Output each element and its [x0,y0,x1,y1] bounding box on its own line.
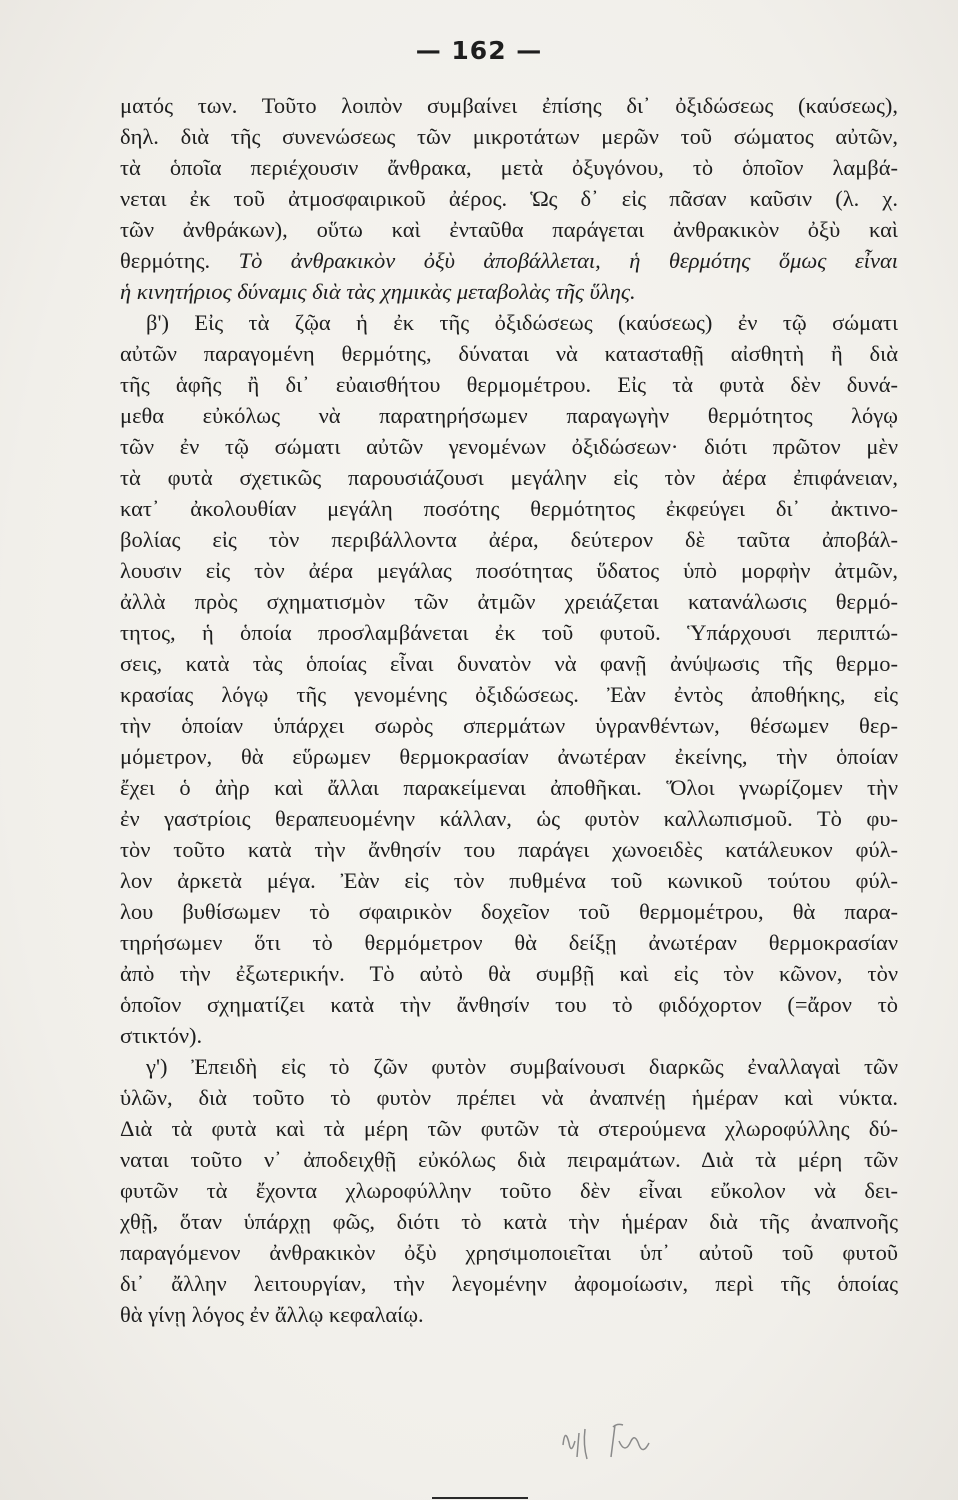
text-line: τὰ φυτὰ σχετικῶς παρουσιάζουσι μεγάλην εἰς τὸν ἀέρα ἐπιφάνειαν, [120,465,898,490]
paragraph-1 [120,90,898,307]
text-line: αὐτῶν παραγομένη θερμότης, δύναται νὰ κατασταθῇ αἰσθητὴ ἢ διὰ [120,341,898,366]
text-line: ἔχει ὁ ἀὴρ καὶ ἄλλαι παρακείμεναι ἀποθῆκαι. Ὅλοι γνωρίζομεν τὴν [120,775,898,800]
text-line: τητος, ἡ ὁποία προσλαμβάνεται ἐκ τοῦ φυτοῦ. Ὑπάρχουσι περιπτώ- [120,620,898,645]
text-line: στικτόν). [120,1023,203,1048]
text-line: κρασίας λόγῳ τῆς γενομένης ὀξιδώσεως. Ἐὰν ἐντὸς ἀποθήκης, εἰς [120,682,898,707]
text-line: δηλ. διὰ τῆς συνενώσεως τῶν μικροτάτων μερῶν τοῦ σώματος αὐτῶν, [120,124,898,149]
text-line: θὰ γίνῃ λόγος ἐν ἄλλῳ κεφαλαίῳ. [120,1302,424,1327]
body-text [120,90,898,1330]
page-bottom-rule [432,1497,528,1499]
text-line: ἀπὸ τὴν ἐξωτερικήν. Τὸ αὐτὸ θὰ συμβῇ καὶ εἰς τὸν κῶνον, τὸν [120,961,898,986]
text-line: ἀλλὰ πρὸς σχηματισμὸν τῶν ἀτμῶν χρειάζεται κατανάλωσις θερμό- [120,589,898,614]
text-line: φυτῶν τὰ ἔχοντα χλωροφύλλην τοῦτο δὲν εἶναι εὔκολον νὰ δει- [120,1178,898,1203]
text-line: τὰ ὁποῖα περιέχουσιν ἄνθρακα, μετὰ ὀξυγόνου, τὸ ὁποῖον λαμβά- [120,155,898,180]
text-line: παραγόμενον ἀνθρακικὸν ὀξὺ χρησιμοποιεῖται ὑπ᾽ αὐτοῦ τοῦ φυτοῦ [120,1240,898,1265]
italic-line: ἡ κινητήριος δύναμις διὰ τὰς χημικὰς μεταβολὰς τῆς ὕλης. [120,279,636,304]
text-line: τὴν ὁποίαν ὑπάρχει σωρὸς σπερμάτων ὑγρανθέντων, θέσωμεν θερ- [120,713,898,738]
paragraph-2 [120,307,898,1051]
text-line: τῶν ἐν τῷ σώματι αὐτῶν γενομένων ὀξιδώσεων· διότι πρῶτον μὲν [120,434,898,459]
text-line: λουσιν εἰς τὸν ἀέρα μεγάλας ποσότητας ὕδατος ὑπὸ μορφὴν ἀτμῶν, [120,558,898,583]
text-line: ὁποῖον σχηματίζει κατὰ τὴν ἄνθησίν του τὸ φιδόχορτον (=ἄρον τὸ [120,992,898,1017]
text-line: τηρήσωμεν ὅτι τὸ θερμόμετρον θὰ δείξῃ ἀνωτέραν θερμοκρασίαν [120,930,898,955]
text-line: ὑλῶν, διὰ τοῦτο τὸ φυτὸν πρέπει νὰ ἀναπνέῃ ἡμέραν καὶ νύκτα. [120,1085,898,1110]
text-line: βολίας εἰς τὸν περιβάλλοντα ἀέρα, δεύτερον δὲ ταῦτα ἀποβάλ- [120,527,898,552]
text-line: Διὰ τὰ φυτὰ καὶ τὰ μέρη τῶν φυτῶν τὰ στερούμενα χλωροφύλλης δύ- [120,1116,898,1141]
text-line: τῶν ἀνθράκων), οὕτω καὶ ἐνταῦθα παράγεται ἀνθρακικὸν ὀξὺ καὶ [120,217,898,242]
italic-sentence: Τὸ ἀνθρακικὸν ὀξὺ ἀποβάλλεται, ἡ θερμότης ὅμως εἶναι [238,248,898,273]
text-line: δι᾽ ἄλλην λειτουργίαν, τὴν λεγομένην ἀφομοίωσιν, περὶ τῆς ὁποίας [120,1271,898,1296]
page-header [0,36,958,65]
text-line: τῆς ἁφῆς ἢ δι᾽ εὐαισθήτου θερμομέτρου. Εἰς τὰ φυτὰ δὲν δυνά- [120,372,898,397]
text-line: ναται τοῦτο ν᾽ ἀποδειχθῇ εὐκόλως διὰ πειραμάτων. Διὰ τὰ μέρη τῶν [120,1147,898,1172]
text-line: λου βυθίσωμεν τὸ σφαιρικὸν δοχεῖον τοῦ θερμομέτρου, θὰ παρα- [120,899,898,924]
text-line: ματός των. Τοῦτο λοιπὸν συμβαίνει ἐπίσης δι᾽ ὀξιδώσεως (καύσεως), [120,93,898,118]
text-line: μόμετρον, θὰ εὕρωμεν θερμοκρασίαν ἀνωτέραν ἐκείνης, τὴν ὁποίαν [120,744,898,769]
text-line: νεται ἐκ τοῦ ἀτμοσφαιρικοῦ ἀέρος. Ὡς δ᾽ εἰς πᾶσαν καῦσιν (λ. χ. [120,186,898,211]
text-fragment: θερμότης. [120,248,211,273]
text-line: λον ἀρκετὰ μέγα. Ἐὰν εἰς τὸν πυθμένα τοῦ κωνικοῦ τούτου φύλ- [120,868,898,893]
text-line: χθῇ, ὅταν ὑπάρχῃ φῶς, διότι τὸ κατὰ τὴν ἡμέραν διὰ τῆς ἀναπνοῆς [120,1209,898,1234]
text-line: τὸν τοῦτο κατὰ τὴν ἄνθησίν του παράγει χωνοειδὲς κατάλευκον φύλ- [120,837,898,862]
text-line: ἐν γαστρίοις θεραπευομένην κάλλαν, ὡς φυτὸν καλλωπισμοῦ. Τὸ φυ- [120,806,898,831]
handwritten-signature [555,1415,665,1470]
page-number: — 162 — [415,36,543,65]
text-line-mixed [120,245,898,276]
text-line: κατ᾽ ἀκολουθίαν μεγάλη ποσότης θερμότητος ἐκφεύγει δι᾽ ἀκτινο- [120,496,898,521]
text-line: γ') Ἐπειδὴ εἰς τὸ ζῶν φυτὸν συμβαίνουσι διαρκῶς ἐναλλαγαὶ τῶν [146,1054,898,1079]
paragraph-3 [120,1051,898,1330]
text-line: β') Εἰς τὰ ζῷα ἡ ἐκ τῆς ὀξιδώσεως (καύσεως) ἐν τῷ σώματι [146,310,898,335]
text-line: μεθα εὐκόλως νὰ παρατηρήσωμεν παραγωγὴν θερμότητος λόγῳ [120,403,898,428]
text-line: σεις, κατὰ τὰς ὁποίας εἶναι δυνατὸν νὰ φανῇ ἀνύψωσις τῆς θερμο- [120,651,898,676]
